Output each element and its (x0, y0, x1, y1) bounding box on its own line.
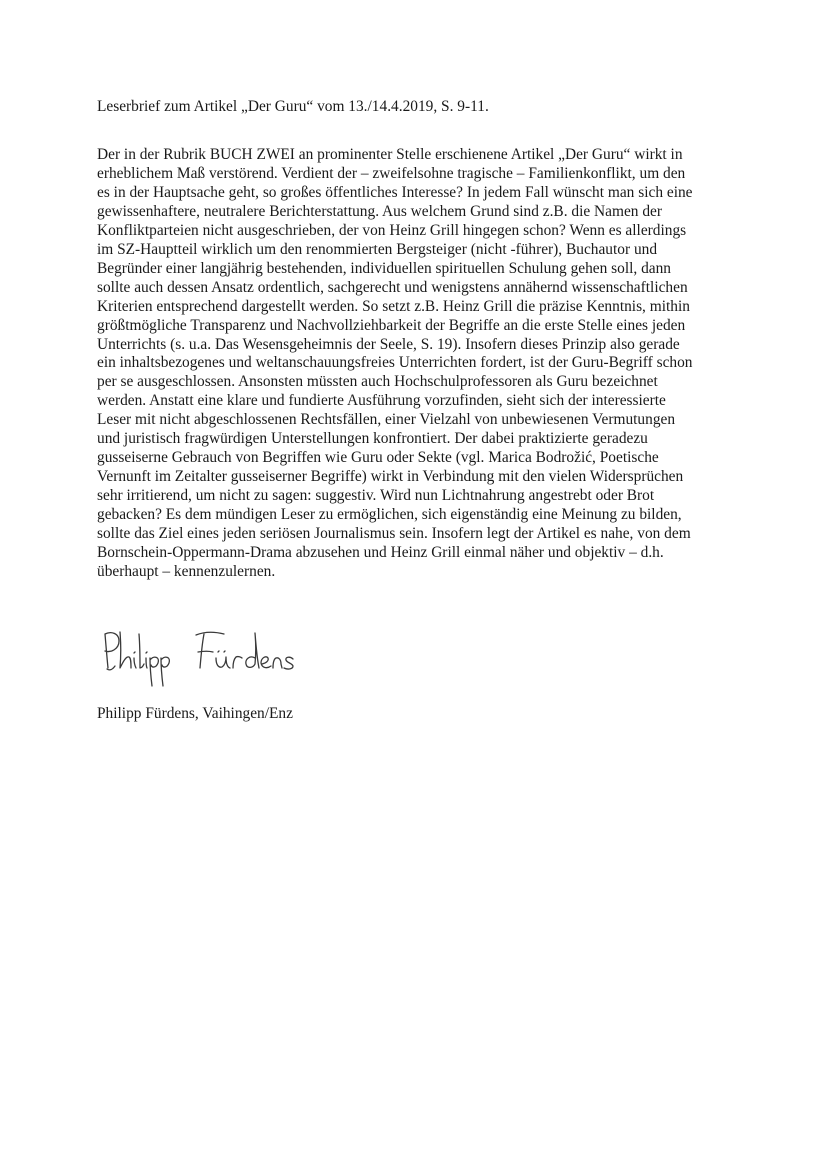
letter-body (97, 146, 737, 582)
body-line: Leser mit nicht abgeschlossenen Rechtsfällen, einer Vielzahl von unbewiesenen Vermutungen (97, 411, 676, 429)
body-line: Vernunft im Zeitalter gusseiserner Begriffe) wirkt in Verbindung mit den vielen Widersprüchen (97, 468, 684, 486)
body-line: und juristisch fragwürdigen Unterstellungen konfrontiert. Der dabei praktizierte geradezu (97, 430, 648, 448)
body-line: werden. Anstatt eine klare und fundierte Ausführung vorzufinden, sieht sich der interessierte (97, 392, 666, 410)
body-line: gusseiserne Gebrauch von Begriffen wie Guru oder Sekte (vgl. Marica Bodrožić, Poetische (97, 449, 659, 467)
body-line: Der in der Rubrik BUCH ZWEI an prominenter Stelle erschienene Artikel „Der Guru“ wirkt in (97, 146, 683, 163)
handwritten-signature (98, 622, 298, 688)
body-line: per se ausgeschlossen. Ansonsten müssten auch Hochschulprofessoren als Guru bezeichnet (97, 373, 658, 391)
letter-heading: Leserbrief zum Artikel „Der Guru“ vom 13./14.4.2019, S. 9-11. (97, 98, 489, 115)
body-line: sollte auch dessen Ansatz ordentlich, sachgerecht und wenigstens annähernd wissenschaftlichen (97, 278, 688, 296)
body-line: gewissenhaftere, neutralere Berichterstattung. Aus welchem Grund sind z.B. die Namen der (97, 202, 662, 220)
body-line: erheblichem Maß verstörend. Verdient der – zweifelsohne tragische – Familienkonflikt, um den (97, 164, 686, 182)
body-line: Konfliktparteien nicht ausgeschrieben, der von Heinz Grill hingegen schon? Wenn es allerdings (97, 221, 687, 239)
body-line: ein inhaltsbezogenes und weltanschauungsfreies Unterrichten fordert, ist der Guru-Begriff schon (97, 354, 693, 372)
body-line: größtmögliche Transparenz und Nachvollziehbarkeit der Begriffe an die erste Stelle eines jeden (97, 316, 686, 334)
body-line: Unterrichts (s. u.a. Das Wesensgeheimnis der Seele, S. 19). Insofern dieses Prinzip also gerade (97, 335, 680, 353)
body-line: Bornschein-Oppermann-Drama abzusehen und Heinz Grill einmal näher und objektiv – d.h. (97, 544, 664, 562)
body-line: Kriterien entsprechend dargestellt werden. So setzt z.B. Heinz Grill die präzise Kenntnis, mithin (97, 297, 690, 315)
body-line: im SZ-Hauptteil wirklich um den renommierten Bergsteiger (nicht -führer), Buchautor und (97, 240, 658, 258)
body-line: überhaupt – kennenzulernen. (97, 562, 276, 580)
body-line: sollte das Ziel eines jeden seriösen Journalismus sein. Insofern legt der Artikel es nahe, von dem (97, 525, 691, 543)
author-signoff: Philipp Fürdens, Vaihingen/Enz (97, 705, 293, 722)
body-line: gebacken? Es dem mündigen Leser zu ermöglichen, sich eigenständig eine Meinung zu bilden, (97, 506, 682, 524)
body-line: es in der Hauptsache geht, so großes öffentliches Interesse? In jedem Fall wünscht man sich eine (97, 183, 693, 201)
body-line: sehr irritierend, um nicht zu sagen: suggestiv. Wird nun Lichtnahrung angestrebt oder Brot (97, 487, 655, 505)
body-line: Begründer einer langjährig bestehenden, individuellen spirituellen Schulung gehen soll, dann (97, 259, 672, 277)
